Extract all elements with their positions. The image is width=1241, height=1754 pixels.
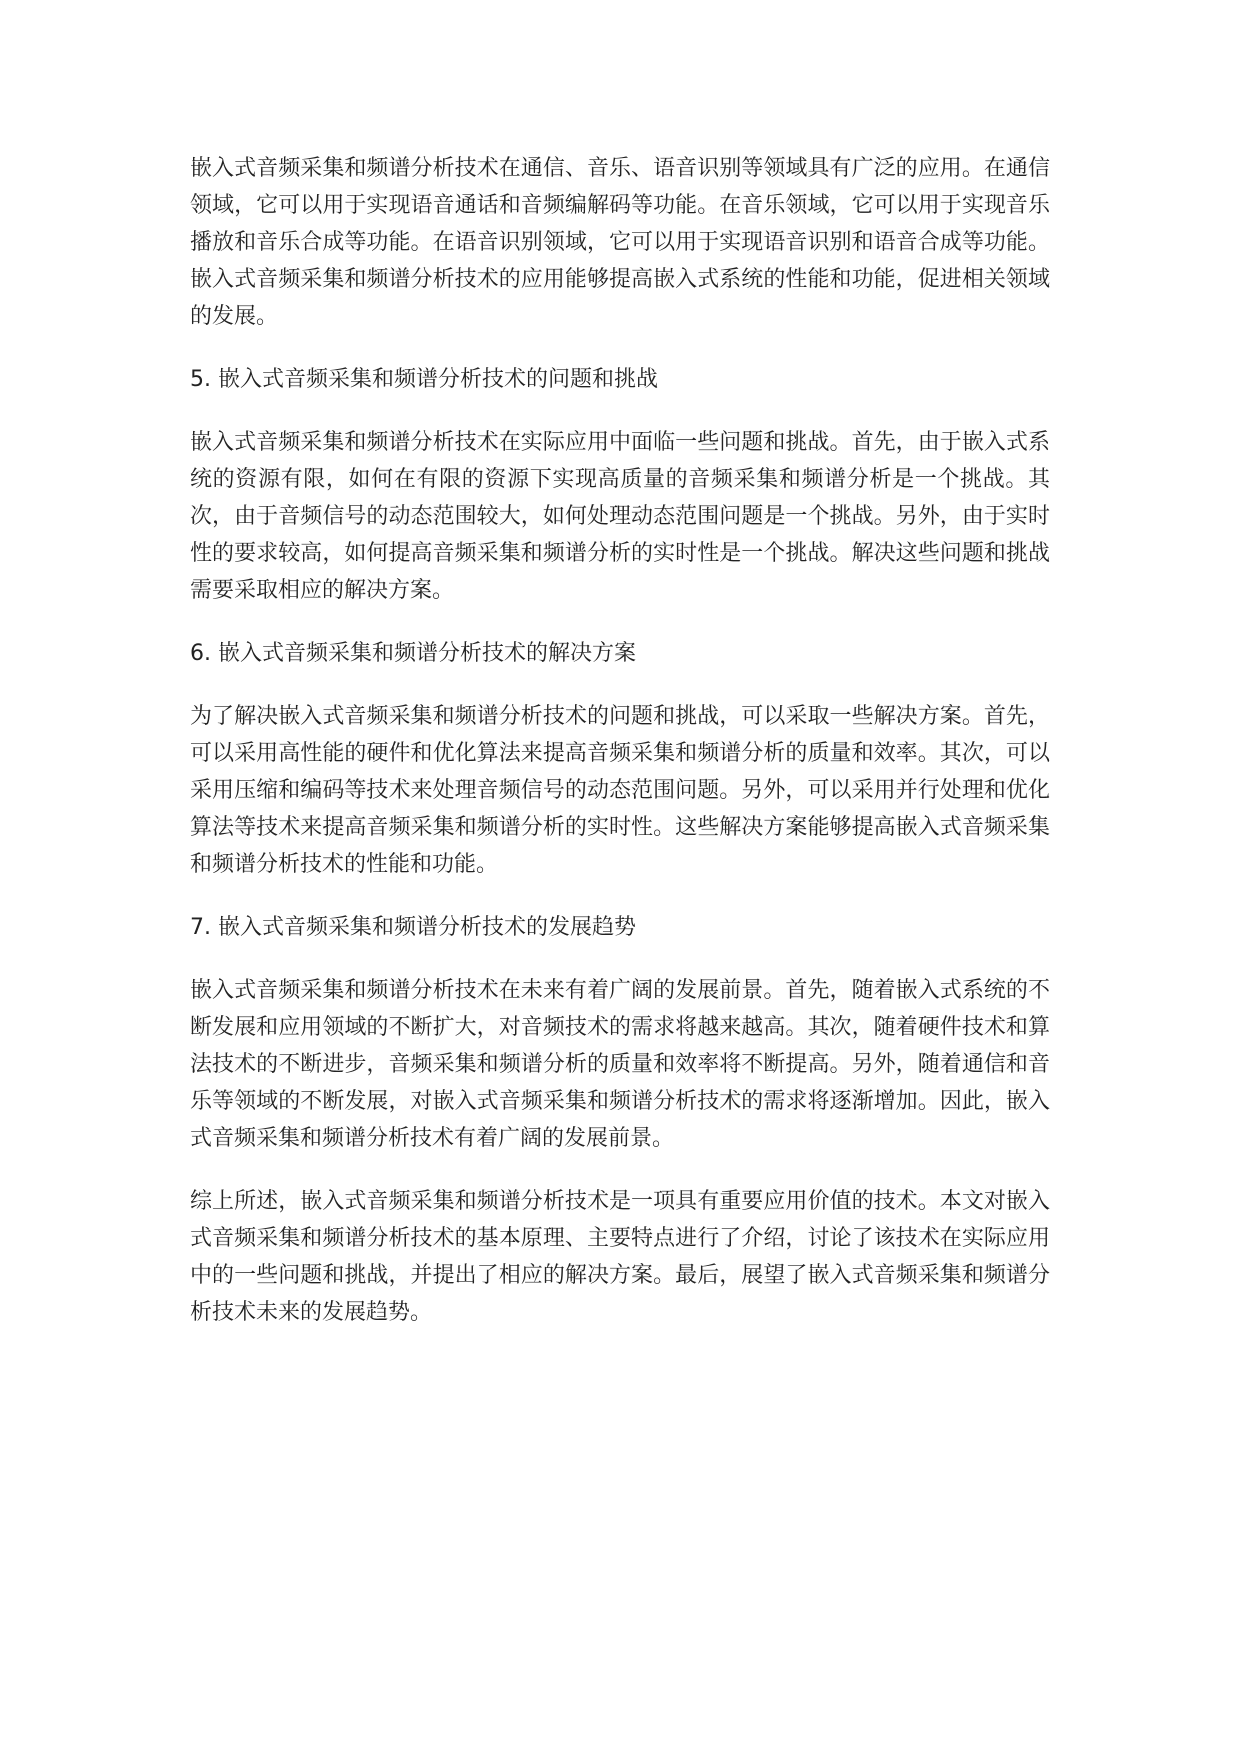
problems-paragraph: 嵌入式音频采集和频谱分析技术在实际应用中面临一些问题和挑战。首先，由于嵌入式系统的资源有限，如何在有限的资源下实现高质量的音频采集和频谱分析是一个挑战。其次，由于音频信号的动态范围较大，如何处理动态范围问题是一个挑战。另外，由于实时性的要求较高，如何提高音频采集和频谱分析的实时性是一个挑战。解决这些问题和挑战需要采取相应的解决方案。 [190, 430, 1050, 603]
document-page [190, 150, 1050, 1357]
section-7-heading: 7. 嵌入式音频采集和频谱分析技术的发展趋势 [190, 915, 636, 940]
conclusion-paragraph: 综上所述，嵌入式音频采集和频谱分析技术是一项具有重要应用价值的技术。本文对嵌入式音频采集和频谱分析技术的基本原理、主要特点进行了介绍，讨论了该技术在实际应用中的一些问题和挑战，并提出了相应的解决方案。最后，展望了嵌入式音频采集和频谱分析技术未来的发展趋势。 [190, 1189, 1050, 1325]
trends-paragraph: 嵌入式音频采集和频谱分析技术在未来有着广阔的发展前景。首先，随着嵌入式系统的不断发展和应用领域的不断扩大，对音频技术的需求将越来越高。其次，随着硬件技术和算法技术的不断进步，音频采集和频谱分析的质量和效率将不断提高。另外，随着通信和音乐等领域的不断发展，对嵌入式音频采集和频谱分析技术的需求将逐渐增加。因此，嵌入式音频采集和频谱分析技术有着广阔的发展前景。 [190, 978, 1050, 1151]
solutions-paragraph: 为了解决嵌入式音频采集和频谱分析技术的问题和挑战，可以采取一些解决方案。首先，可以采用高性能的硬件和优化算法来提高音频采集和频谱分析的质量和效率。其次，可以采用压缩和编码等技术来处理音频信号的动态范围问题。另外，可以采用并行处理和优化算法等技术来提高音频采集和频谱分析的实时性。这些解决方案能够提高嵌入式音频采集和频谱分析技术的性能和功能。 [190, 704, 1050, 877]
section-5-heading: 5. 嵌入式音频采集和频谱分析技术的问题和挑战 [190, 367, 658, 392]
applications-paragraph: 嵌入式音频采集和频谱分析技术在通信、音乐、语音识别等领域具有广泛的应用。在通信领域，它可以用于实现语音通话和音频编解码等功能。在音乐领域，它可以用于实现音乐播放和音乐合成等功能。在语音识别领域，它可以用于实现语音识别和语音合成等功能。嵌入式音频采集和频谱分析技术的应用能够提高嵌入式系统的性能和功能，促进相关领域的发展。 [190, 156, 1050, 329]
section-6-heading: 6. 嵌入式音频采集和频谱分析技术的解决方案 [190, 641, 636, 666]
